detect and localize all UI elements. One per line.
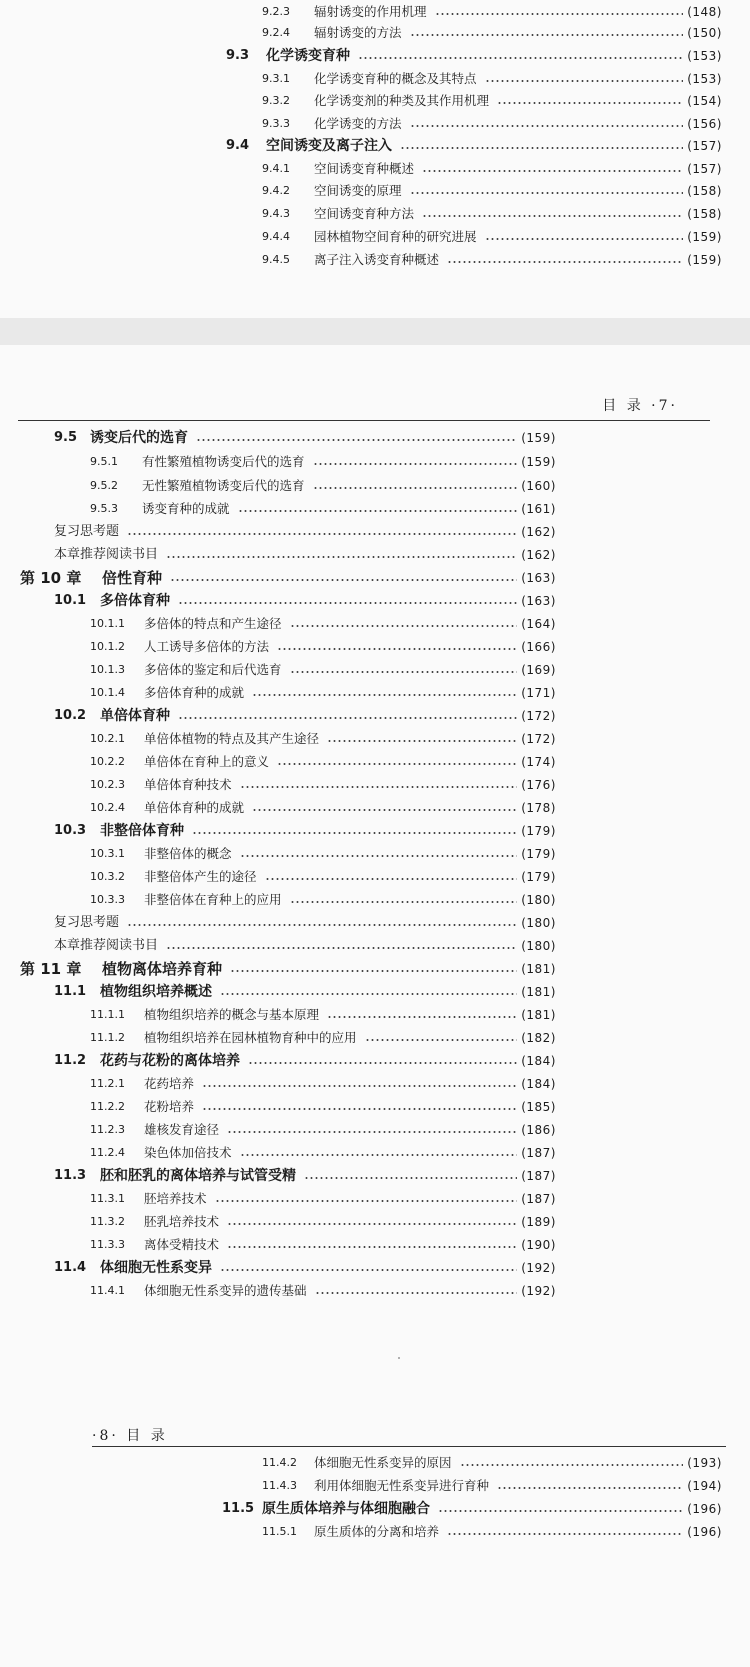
toc-entry[interactable] [262,226,722,248]
entry-title: 单倍体植物的特点及其产生途径 [144,731,320,746]
toc-entry-review[interactable] [54,521,556,543]
dot-leader [220,1269,517,1271]
toc-entry-section[interactable] [54,705,556,727]
entry-page: (182) [521,1031,556,1045]
entry-page: (181) [521,962,556,976]
entry-number: 9.5.3 [90,502,118,515]
toc-entry-section[interactable] [222,1498,722,1520]
toc-entry-reading[interactable] [54,935,556,957]
entry-number: 9.2.3 [262,5,290,18]
entry-number: 11.2 [54,1053,87,1068]
entry-title: 多倍体育种的成就 [144,685,245,700]
toc-entry[interactable] [90,843,556,865]
toc-entry[interactable] [90,636,556,658]
entry-title: 单倍体育种的成就 [144,800,245,815]
entry-title: 原生质体培养与体细胞融合 [262,1501,430,1517]
toc-entry[interactable] [90,1096,556,1118]
toc-entry-review[interactable] [54,912,556,934]
entry-page: (158) [687,184,722,198]
toc-entry[interactable] [90,728,556,750]
toc-page-6 [0,0,750,318]
toc-entry-chapter[interactable] [20,958,556,980]
entry-number: 10.1.1 [90,617,125,630]
paper-speck [398,1357,400,1359]
entry-title: 空间诱变的原理 [314,183,402,198]
dot-leader [447,261,683,263]
toc-entry-reading[interactable] [54,544,556,566]
entry-title: 多倍体育种 [100,593,170,609]
entry-number: 11.1.1 [90,1008,125,1021]
dot-leader [192,832,517,834]
entry-page: (159) [521,455,556,469]
toc-entry[interactable] [90,1119,556,1141]
dot-leader [422,215,683,217]
entry-title: 空间诱变育种方法 [314,206,415,221]
entry-page: (192) [521,1261,556,1275]
entry-title: 无性繁殖植物诱变后代的选育 [142,478,305,493]
toc-entry[interactable] [90,498,556,520]
entry-title: 花药培养 [144,1076,195,1091]
entry-number: 11.3.3 [90,1238,125,1251]
entry-number: 9.4.4 [262,230,290,243]
entry-page: (187) [521,1169,556,1183]
entry-title: 花药与花粉的离体培养 [100,1053,240,1069]
entry-page: (159) [521,431,556,445]
entry-page: (174) [521,755,556,769]
toc-entry[interactable] [90,1073,556,1095]
header-rule [92,1446,726,1447]
dot-leader [227,1246,517,1248]
toc-entry-section[interactable] [54,1257,556,1279]
entry-number: 9.3.2 [262,94,290,107]
dot-leader [435,13,684,15]
dot-leader [485,80,684,82]
entry-title: 胚和胚乳的离体培养与试管受精 [100,1168,296,1184]
entry-number: 11.4 [54,1260,87,1275]
toc-entry-section[interactable] [54,1165,556,1187]
toc-entry[interactable] [262,22,722,44]
toc-entry[interactable] [90,1280,556,1302]
toc-entry[interactable] [90,889,556,911]
entry-title: 本章推荐阅读书目 [54,938,159,953]
entry-number: 9.5.1 [90,455,118,468]
entry-title: 有性繁殖植物诱变后代的选育 [142,454,305,469]
entry-page: (179) [521,824,556,838]
entry-number: 9.4.3 [262,207,290,220]
dot-leader [497,102,683,104]
entry-number: 11.3 [54,1168,87,1183]
toc-entry[interactable] [90,1142,556,1164]
toc-entry[interactable] [90,774,556,796]
dot-leader [447,1533,683,1535]
dot-leader [290,625,518,627]
dot-leader [178,602,517,604]
toc-entry[interactable] [262,90,722,112]
entry-title: 体细胞无性系变异 [100,1260,212,1276]
entry-page: (172) [521,732,556,746]
toc-entry[interactable] [262,158,722,180]
entry-page: (187) [521,1146,556,1160]
entry-title: 离子注入诱变育种概述 [314,252,440,267]
entry-number: 10.2.4 [90,801,125,814]
entry-title: 花粉培养 [144,1099,195,1114]
toc-entry[interactable] [90,751,556,773]
entry-number: 11.2.3 [90,1123,125,1136]
entry-title: 人工诱导多倍体的方法 [144,639,270,654]
entry-title: 体细胞无性系变异的原因 [314,1455,452,1470]
header-rule [18,420,710,421]
dot-leader [327,1016,517,1018]
entry-title: 胚乳培养技术 [144,1214,220,1229]
entry-page: (185) [521,1100,556,1114]
dot-leader [202,1108,517,1110]
toc-entry[interactable] [262,1521,722,1543]
dot-leader [240,1154,518,1156]
dot-leader [422,170,683,172]
entry-number: 9.3 [226,48,250,63]
toc-entry[interactable] [262,1,722,23]
entry-page: (184) [521,1054,556,1068]
toc-entry[interactable] [90,1027,556,1049]
dot-leader [220,993,517,995]
toc-entry[interactable] [90,866,556,888]
entry-page: (160) [521,479,556,493]
dot-leader [178,717,517,719]
toc-entry[interactable] [90,659,556,681]
entry-page: (154) [687,94,722,108]
entry-number: 10.3 [54,823,87,838]
toc-entry[interactable] [90,451,556,473]
entry-title: 染色体加倍技术 [144,1145,232,1160]
toc-entry[interactable] [90,1004,556,1026]
entry-title: 植物组织培养在园林植物育种中的应用 [144,1030,357,1045]
entry-page: (187) [521,1192,556,1206]
entry-number: 9.2.4 [262,26,290,39]
entry-title: 复习思考题 [54,524,120,539]
toc-entry[interactable] [90,1234,556,1256]
toc-page-8 [0,1388,750,1546]
entry-number: 11.5 [222,1501,255,1516]
toc-entry[interactable] [262,180,722,202]
entry-number: 第 11 章 [20,960,82,978]
entry-title: 化学诱变育种 [266,48,350,64]
entry-number: 10.1.4 [90,686,125,699]
running-header: 目 录 ·7· [602,398,678,414]
dot-leader [252,809,517,811]
dot-leader [166,947,517,949]
entry-number: 11.1 [54,984,87,999]
toc-entry[interactable] [90,1211,556,1233]
entry-title: 非整倍体育种 [100,823,184,839]
entry-number: 9.5.2 [90,479,118,492]
dot-leader [196,439,517,441]
dot-leader [265,878,518,880]
toc-entry[interactable] [90,682,556,704]
entry-page: (179) [521,847,556,861]
entry-number: 11.4.1 [90,1284,125,1297]
dot-leader [497,1487,683,1489]
entry-page: (171) [521,686,556,700]
entry-title: 园林植物空间育种的研究进展 [314,229,477,244]
entry-page: (159) [687,230,722,244]
entry-number: 10.1.2 [90,640,125,653]
toc-entry-section[interactable] [54,981,556,1003]
entry-page: (193) [687,1456,722,1470]
entry-title: 诱变育种的成就 [142,501,230,516]
entry-title: 单倍体育种 [100,708,170,724]
entry-page: (169) [521,663,556,677]
toc-entry[interactable] [90,1188,556,1210]
entry-number: 10.2.1 [90,732,125,745]
dot-leader [410,125,684,127]
dot-leader [438,1510,683,1512]
entry-number: 10.1.3 [90,663,125,676]
entry-title: 非整倍体的概念 [144,846,232,861]
dot-leader [166,556,517,558]
dot-leader [313,463,518,465]
entry-number: 10.1 [54,593,87,608]
dot-leader [290,901,518,903]
entry-title: 本章推荐阅读书目 [54,547,159,562]
entry-number: 10.2.2 [90,755,125,768]
entry-page: (178) [521,801,556,815]
entry-number: 10.3.2 [90,870,125,883]
dot-leader [358,57,683,59]
dot-leader [230,970,517,972]
entry-number: 11.5.1 [262,1525,297,1538]
entry-title: 复习思考题 [54,915,120,930]
toc-entry[interactable] [90,797,556,819]
toc-entry[interactable] [262,1452,722,1474]
toc-entry[interactable] [262,249,722,271]
entry-page: (194) [687,1479,722,1493]
entry-title: 辐射诱变的方法 [314,25,402,40]
entry-number: 10.2.3 [90,778,125,791]
dot-leader [290,671,518,673]
dot-leader [410,192,684,194]
entry-number: 11.3.1 [90,1192,125,1205]
entry-page: (189) [521,1215,556,1229]
entry-number: 9.4.2 [262,184,290,197]
toc-entry-section[interactable] [54,1050,556,1072]
entry-title: 体细胞无性系变异的遗传基础 [144,1283,307,1298]
dot-leader [277,648,517,650]
entry-page: (159) [687,253,722,267]
entry-number: 11.4.3 [262,1479,297,1492]
entry-page: (186) [521,1123,556,1137]
entry-title: 化学诱变剂的种类及其作用机理 [314,93,490,108]
dot-leader [170,579,517,581]
toc-entry[interactable] [90,613,556,635]
entry-title: 诱变后代的选育 [90,430,188,446]
entry-page: (150) [687,26,722,40]
entry-title: 单倍体在育种上的意义 [144,754,270,769]
toc-entry[interactable] [90,475,556,497]
dot-leader [127,533,517,535]
entry-title: 非整倍体在育种上的应用 [144,892,282,907]
dot-leader [400,147,683,149]
entry-page: (163) [521,594,556,608]
dot-leader [313,487,518,489]
dot-leader [248,1062,517,1064]
entry-page: (176) [521,778,556,792]
entry-title: 空间诱变及离子注入 [266,138,392,154]
toc-entry-section[interactable] [226,135,722,157]
entry-page: (157) [687,139,722,153]
dot-leader [127,924,517,926]
entry-page: (184) [521,1077,556,1091]
entry-number: 10.2 [54,708,87,723]
entry-page: (180) [521,939,556,953]
entry-page: (192) [521,1284,556,1298]
entry-page: (181) [521,985,556,999]
entry-title: 胚培养技术 [144,1191,207,1206]
entry-title: 多倍体的特点和产生途径 [144,616,282,631]
entry-number: 11.2.1 [90,1077,125,1090]
entry-page: (166) [521,640,556,654]
entry-page: (179) [521,870,556,884]
entry-number: 11.2.4 [90,1146,125,1159]
dot-leader [410,34,684,36]
entry-title: 利用体细胞无性系变异进行育种 [314,1478,490,1493]
entry-page: (172) [521,709,556,723]
entry-number: 9.4.1 [262,162,290,175]
entry-number: 第 10 章 [20,569,82,587]
entry-page: (181) [521,1008,556,1022]
entry-number: 9.4.5 [262,253,290,266]
entry-page: (157) [687,162,722,176]
entry-title: 非整倍体产生的途径 [144,869,257,884]
entry-title: 雄核发育途径 [144,1122,220,1137]
entry-page: (153) [687,72,722,86]
entry-number: 9.5 [54,430,78,445]
dot-leader [460,1464,684,1466]
toc-entry[interactable] [262,113,722,135]
entry-page: (196) [687,1525,722,1539]
toc-entry[interactable] [262,1475,722,1497]
toc-entry[interactable] [262,68,722,90]
dot-leader [215,1200,518,1202]
entry-title: 倍性育种 [102,569,163,587]
entry-number: 11.1.2 [90,1031,125,1044]
dot-leader [315,1292,518,1294]
entry-number: 9.3.3 [262,117,290,130]
entry-page: (153) [687,49,722,63]
dot-leader [277,763,517,765]
entry-title: 植物组织培养的概念与基本原理 [144,1007,320,1022]
entry-title: 植物离体培养育种 [102,960,223,978]
entry-number: 10.3.3 [90,893,125,906]
entry-title: 植物组织培养概述 [100,984,212,1000]
running-header: ·8· 目 录 [92,1428,168,1444]
entry-page: (156) [687,117,722,131]
dot-leader [252,694,517,696]
entry-page: (190) [521,1238,556,1252]
toc-entry-section[interactable] [54,427,556,449]
entry-number: 11.2.2 [90,1100,125,1113]
entry-number: 10.3.1 [90,847,125,860]
dot-leader [238,510,518,512]
entry-title: 原生质体的分离和培养 [314,1524,440,1539]
entry-title: 单倍体育种技术 [144,777,232,792]
dot-leader [240,786,518,788]
toc-entry-chapter[interactable] [20,567,556,589]
dot-leader [304,1177,517,1179]
entry-page: (162) [521,548,556,562]
entry-title: 化学诱变的方法 [314,116,402,131]
dot-leader [227,1223,517,1225]
entry-page: (180) [521,893,556,907]
entry-number: 11.3.2 [90,1215,125,1228]
entry-title: 多倍体的鉴定和后代选育 [144,662,282,677]
entry-page: (163) [521,571,556,585]
entry-page: (162) [521,525,556,539]
entry-number: 9.4 [226,138,250,153]
dot-leader [485,238,684,240]
dot-leader [365,1039,518,1041]
entry-number: 11.4.2 [262,1456,297,1469]
entry-title: 空间诱变育种概述 [314,161,415,176]
toc-entry[interactable] [262,203,722,225]
entry-number: 9.3.1 [262,72,290,85]
dot-leader [227,1131,517,1133]
entry-title: 化学诱变育种的概念及其特点 [314,71,477,86]
entry-page: (158) [687,207,722,221]
entry-page: (164) [521,617,556,631]
dot-leader [327,740,517,742]
entry-title: 辐射诱变的作用机理 [314,4,427,19]
entry-page: (180) [521,916,556,930]
entry-page: (161) [521,502,556,516]
dot-leader [202,1085,517,1087]
entry-title: 离体受精技术 [144,1237,220,1252]
entry-page: (148) [687,5,722,19]
toc-entry-section[interactable] [54,820,556,842]
entry-page: (196) [687,1502,722,1516]
toc-entry-section[interactable] [226,45,722,67]
toc-entry-section[interactable] [54,590,556,612]
dot-leader [240,855,518,857]
